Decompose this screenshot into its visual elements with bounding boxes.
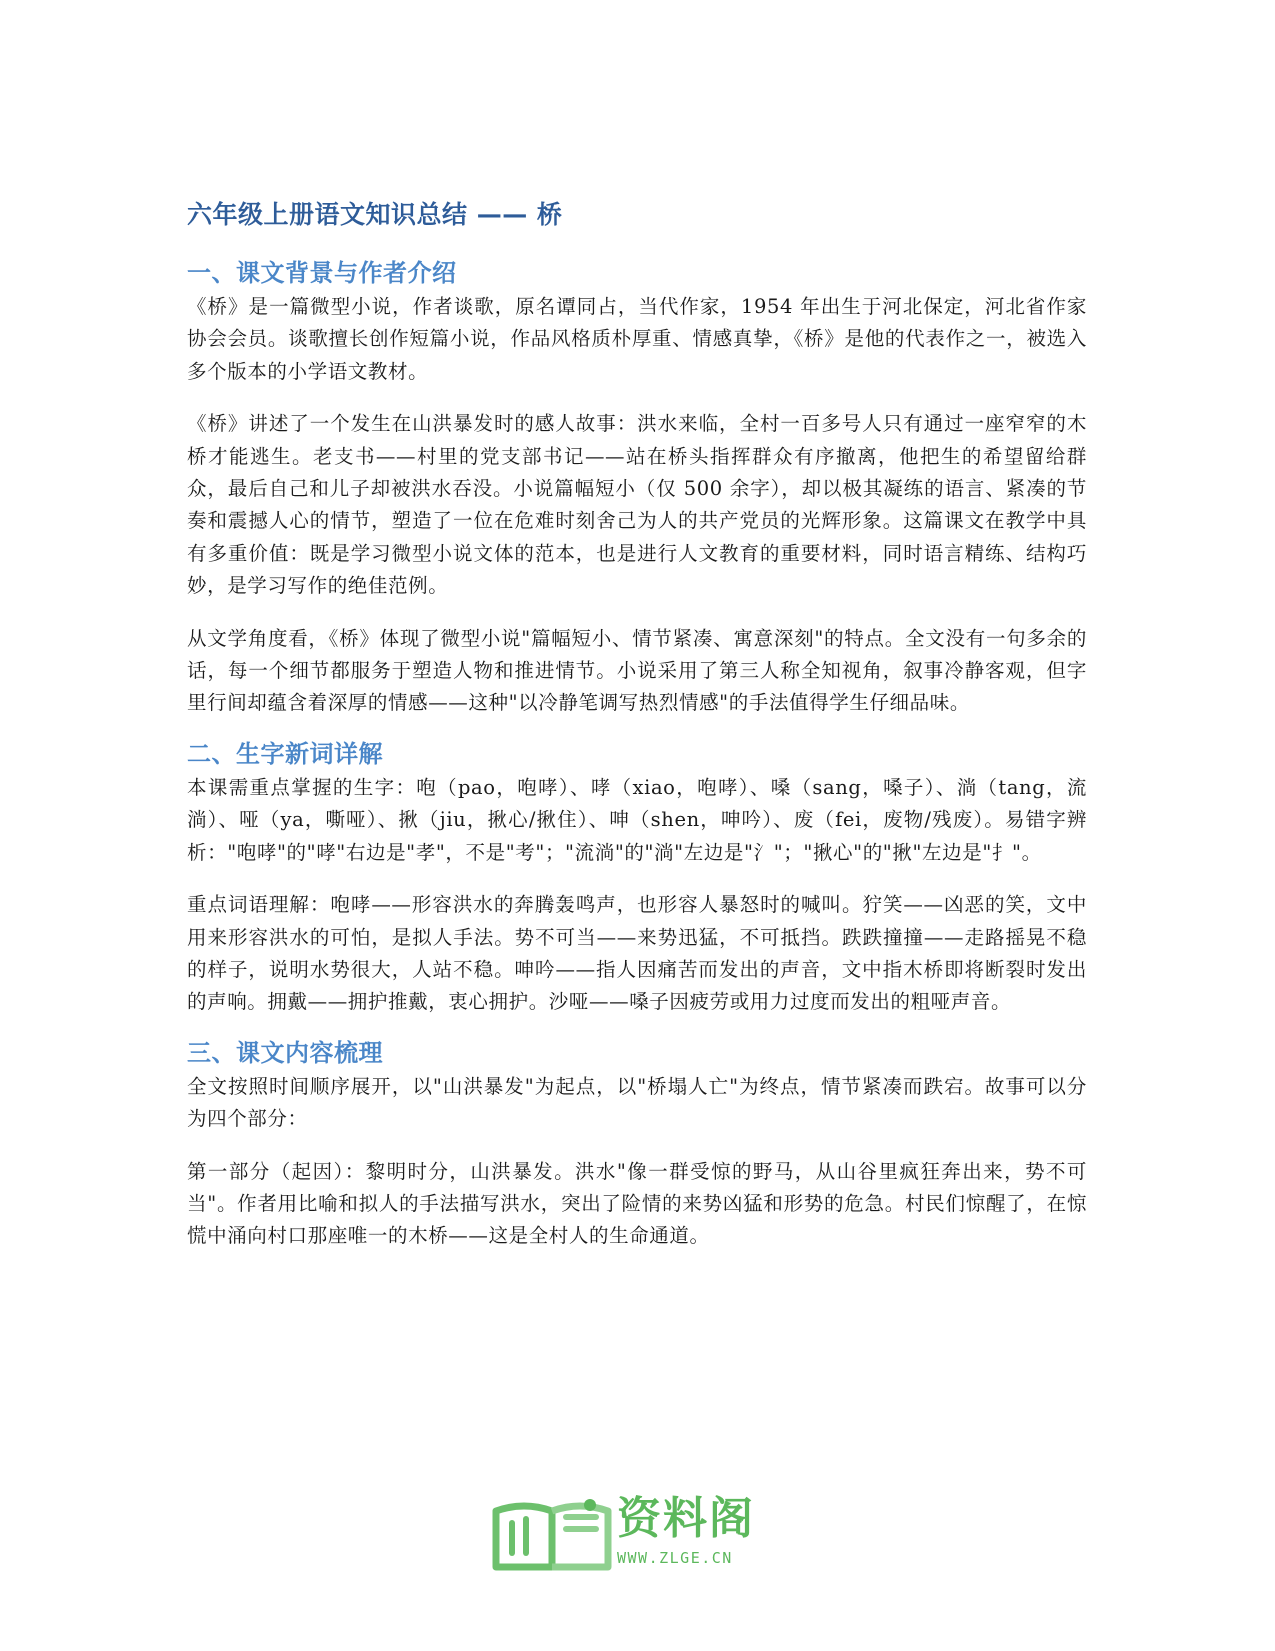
- paragraph: 从文学角度看，《桥》体现了微型小说"篇幅短小、情节紧凑、寓意深刻"的特点。全文没有一句多余的话，每一个细节都服务于塑造人物和推进情节。小说采用了第三人称全知视角，叙事冷静客观，但字里行间却蕴含着深厚的情感——这种"以冷静笔调写热烈情感"的手法值得学生仔细品味。: [187, 626, 1087, 715]
- document-title: 六年级上册语文知识总结 —— 桥: [187, 200, 563, 229]
- paragraph: 《桥》讲述了一个发生在山洪暴发时的感人故事：洪水来临，全村一百多号人只有通过一座窄窄的木桥才能逃生。老支书——村里的党支部书记——站在桥头指挥群众有序撤离，他把生的希望留给群众，最后自己和儿子却被洪水吞没。小说篇幅短小（仅 500 余字），却以极其凝练的语言、紧凑的节奏和震撼人心的情节，塑造了一位在危难时刻舍己为人的共产党员的光辉形象。这篇课文在教学中具有多重价值：既是学习微型小说文体的范本，也是进行人文教育的重要材料，同时语言精练、结构巧妙，是学习写作的绝佳范例。: [187, 412, 1087, 598]
- section-heading: 三、课文内容梳理: [187, 1038, 383, 1067]
- paragraph: 重点词语理解：咆哮——形容洪水的奔腾轰鸣声，也形容人暴怒时的喊叫。狞笑——凶恶的笑，文中用来形容洪水的可怕，是拟人手法。势不可当——来势迅猛，不可抵挡。跌跌撞撞——走路摇晃不稳的样子，说明水势很大，人站不稳。呻吟——指人因痛苦而发出的声音，文中指木桥即将断裂时发出的声响。拥戴——拥护推戴，衷心拥护。沙哑——嗓子因疲劳或用力过度而发出的粗哑声音。: [187, 893, 1087, 1014]
- paragraph: 第一部分（起因）：黎明时分，山洪暴发。洪水"像一群受惊的野马，从山谷里疯狂奔出来，势不可当"。作者用比喻和拟人的手法描写洪水，突出了险情的来势凶猛和形势的危急。村民们惊醒了，在惊慌中涌向村口那座唯一的木桥——这是全村人的生命通道。: [187, 1159, 1087, 1248]
- watermark-logo: [492, 1493, 792, 1573]
- section-content-outline: [187, 1037, 1087, 1253]
- section-heading: 二、生字新词详解: [187, 739, 383, 768]
- section-background: [187, 257, 1087, 720]
- open-book-icon: [492, 1493, 612, 1573]
- section-vocabulary: [187, 738, 1087, 1019]
- paragraph: 本课需重点掌握的生字：咆（pao，咆哮）、哮（xiao，咆哮）、嗓（sang，嗓子）、淌（tang，流淌）、哑（ya，嘶哑）、揪（jiu，揪心/揪住）、呻（shen，呻吟）、废（fei，废物/残废）。易错字辨析："咆哮"的"哮"右边是"孝"，不是"考"；"流淌"的"淌"左边是"氵"；"揪心"的"揪"左边是"扌"。: [187, 775, 1087, 864]
- watermark-name: 资料阁: [617, 1493, 755, 1544]
- paragraph: 全文按照时间顺序展开，以"山洪暴发"为起点，以"桥塌人亡"为终点，情节紧凑而跌宕。故事可以分为四个部分：: [187, 1074, 1087, 1131]
- section-heading: 一、课文背景与作者介绍: [187, 259, 457, 287]
- document-content: [187, 198, 1087, 1273]
- watermark-url: WWW.ZLGE.CN: [617, 1549, 733, 1567]
- paragraph: 《桥》是一篇微型小说，作者谈歌，原名谭同占，当代作家，1954 年出生于河北保定，河北省作家协会会员。谈歌擅长创作短篇小说，作品风格质朴厚重、情感真挚，《桥》是他的代表作之一，被选入多个版本的小学语文教材。: [187, 295, 1087, 383]
